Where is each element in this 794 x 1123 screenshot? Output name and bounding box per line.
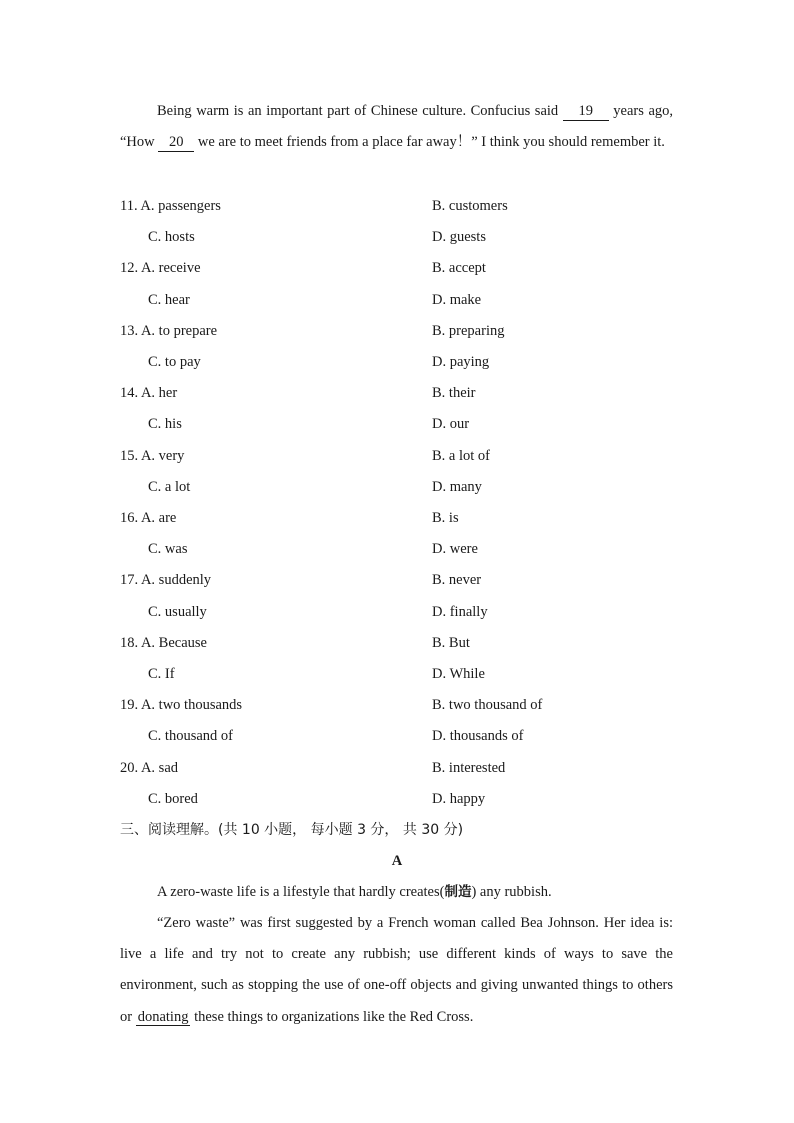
q12-option-a: 12. A. receive [120, 260, 201, 276]
intro-part1: Being warm is an important part of Chinese culture. Confucius said [157, 103, 559, 119]
p2-underlined-word: donating [137, 1008, 189, 1025]
q14-option-d: D. our [432, 416, 470, 432]
q20-option-b: B. interested [432, 760, 506, 776]
q18-option-c: C. If [148, 666, 175, 682]
q17-option-a: 17. A. suddenly [120, 572, 212, 588]
q18-option-a: 18. A. Because [120, 635, 207, 651]
q16-option-d: D. were [432, 541, 478, 557]
q12-option-c: C. hear [148, 292, 190, 308]
q18-option-d: D. While [432, 666, 485, 682]
q17-option-c: C. usually [148, 604, 207, 620]
p1-text-before: A zero-waste life is a lifestyle that hardly creates( [157, 884, 445, 900]
q17-option-b: B. never [432, 572, 482, 588]
q15-option-b: B. a lot of [432, 448, 490, 464]
q11-option-c: C. hosts [148, 229, 195, 245]
q15-option-a: 15. A. very [120, 448, 185, 464]
p1-text-after: ) any rubbish. [471, 884, 552, 900]
q13-option-a: 13. A. to prepare [120, 323, 218, 339]
passage-label: A [391, 853, 403, 869]
p2-text-before: “Zero waste” was first suggested by a French woman called Bea Johnson. Her idea is: live a life and try not to create any rubbish; use different kinds of ways to save the environment, such as stopping the use of one-off objects and giving unwanted things to others or [120, 915, 673, 1025]
intro-paragraph [120, 96, 673, 158]
blank-20: 20 [158, 133, 194, 152]
q15-option-c: C. a lot [148, 479, 191, 495]
q11-option-b: B. customers [432, 198, 508, 214]
q12-option-d: D. make [432, 292, 482, 308]
passage-paragraph-2 [120, 908, 673, 1033]
blank-19: 19 [563, 102, 609, 121]
p1-bold-gloss: 制造 [444, 884, 472, 900]
q18-option-b: B. But [432, 635, 470, 651]
q14-option-a: 14. A. her [120, 385, 178, 401]
q16-option-c: C. was [148, 541, 188, 557]
q11-option-d: D. guests [432, 229, 486, 245]
q13-option-b: B. preparing [432, 323, 505, 339]
q16-option-a: 16. A. are [120, 510, 177, 526]
q17-option-d: D. finally [432, 604, 488, 620]
q15-option-d: D. many [432, 479, 482, 495]
q19-option-b: B. two thousand of [432, 697, 543, 713]
q14-option-c: C. his [148, 416, 182, 432]
intro-part2: years ago, “How [120, 103, 674, 151]
intro-part3: we are to meet friends from a place far away！” I think you should remember it. [197, 134, 665, 151]
q14-option-b: B. their [432, 385, 476, 401]
section-title: 三、阅读理解。(共 10 小题， 每小题 3 分， 共 30 分) [120, 822, 464, 838]
q12-option-b: B. accept [432, 260, 486, 276]
p2-text-after: these things to organizations like the Red Cross. [194, 1008, 474, 1025]
q16-option-b: B. is [432, 510, 459, 526]
q13-option-d: D. paying [432, 354, 490, 370]
q11-option-a: 11. A. passengers [120, 198, 221, 214]
passage-paragraph-1 [120, 877, 673, 908]
q19-option-d: D. thousands of [432, 728, 524, 744]
q19-option-c: C. thousand of [148, 728, 233, 744]
q20-option-c: C. bored [148, 791, 198, 807]
q19-option-a: 19. A. two thousands [120, 697, 243, 713]
q20-option-d: D. happy [432, 791, 486, 807]
q20-option-a: 20. A. sad [120, 760, 178, 776]
q13-option-c: C. to pay [148, 354, 201, 370]
